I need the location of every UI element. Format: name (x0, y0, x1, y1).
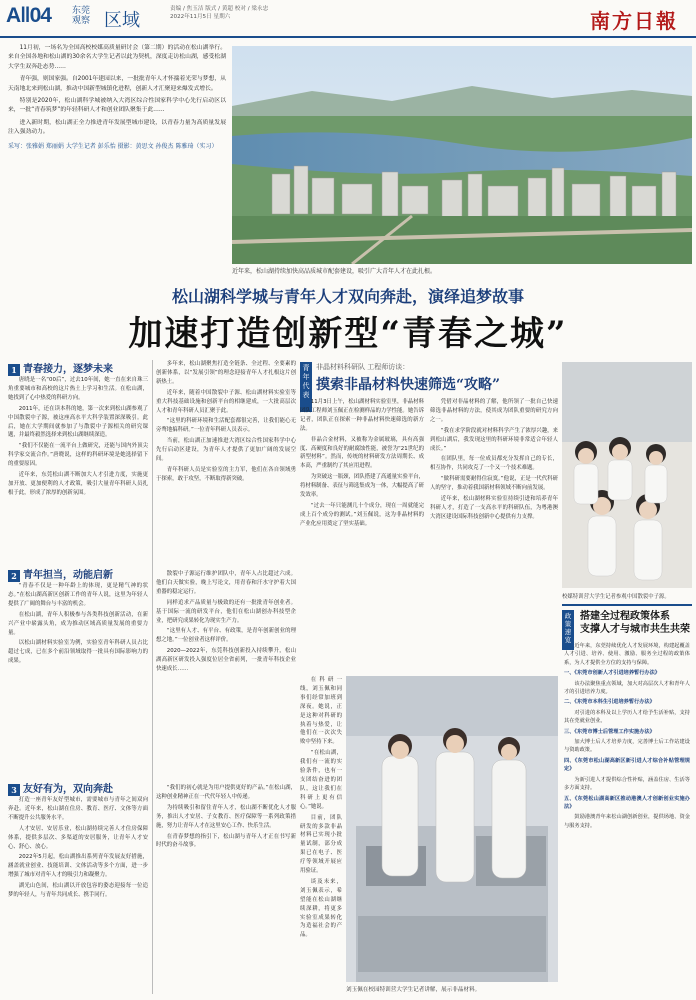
paragraph: “我们的初心就是为用户提供更好的产品。”在松山湖，这种创业精神正在一代代年轻人中传递。 (156, 785, 296, 800)
paragraph: “我们不仅能在一流平台上做研究，还能与国内外顶尖科学家交流合作。”唐晓说，这样的科研环境是她选择留下的重要原因。 (8, 443, 148, 468)
intro-paragraph: 青年强，则国家强。自2001年建园以来，一批批青年人才怀揣着光荣与梦想，从天南地北来到松山湖，推动中国新型城镇化进程，创新人才汇聚迎来爆发式增长。 (8, 76, 226, 92)
sub-kicker: 非晶材料科研队 工程师访谈： (316, 363, 410, 371)
paragraph: 11月3日上午，松山湖材料实验室里，非晶材料团队工程师刘玉佩正在检测样品的力学性能。她告诉记者，团队正在探索一种非晶材料快速筛选的新方法。 (300, 399, 424, 432)
article-column-1 (8, 376, 148, 558)
article-column-1b (8, 582, 148, 772)
section-number: 2 (8, 570, 20, 582)
policy-item-text: 鼓励港澳青年来松山湖创新创业，提供场地、资金与服务支持。 (564, 814, 690, 829)
policy-item-text: 该办法聚焦重点领域，加大对高层次人才和青年人才的引进培养力度。 (564, 680, 690, 696)
policy-item-title: 一、《东莞市创新人才引进培养暂行办法》 (564, 670, 660, 677)
policy-item-title: 五、《东莞松山湖高新区推动港澳人才创新创业实施办法》 (564, 795, 690, 810)
intro-column (8, 44, 226, 151)
aerial-city-photo (232, 46, 692, 264)
article-column-2b (156, 570, 296, 780)
article-column-2 (156, 360, 296, 566)
section-heading-3 (8, 780, 113, 796)
paragraph: “青春不仅是一种年龄上的体现，更是精气神的状态。”在松山湖高新区创新工作的青年人说，这里为年轻人提供了广阔的舞台与丰富的机会。 (8, 583, 148, 607)
paragraph: 近年来，随着中国散裂中子源、松山湖材料实验室等重大科技基础设施和创新平台的相继建成，一大批高层次人才和青年科研人员汇聚于此。 (156, 389, 296, 414)
policy-item-title: 二、《东莞市本科生引进培养暂行办法》 (564, 699, 655, 706)
policy-item-text: 对引进的本科及以上学历人才给予生活补贴，支持其在莞就业创业。 (564, 709, 690, 725)
sidebar-tag: 政策速览 (562, 610, 574, 650)
students-photo-caption: 校媒特训营大学生记者参观中国散裂中子源。 (562, 594, 670, 600)
intro-paragraph: 进入新时期，松山湖正全力推进青年发展型城市建设，以青春力量为高质量发展注入强劲动力。 (8, 119, 226, 136)
section-number: 1 (8, 364, 20, 376)
section-number: 3 (8, 784, 20, 796)
article-column-2c (156, 784, 296, 994)
vertical-tag: 青年代表 (300, 362, 312, 412)
intro-paragraph: 特别是2020年，松山湖科学城被纳入大湾区综合性国家科学中心先行启动区以来，一批“青春筑梦”的年轻科研人才和创业团队聚集于此…… (8, 98, 226, 114)
policy-sidebar (562, 604, 692, 996)
paragraph: 谈及未来，刘玉佩表示，希望能在松山湖继续深耕，将更多实验室成果转化为造福社会的产品。 (300, 878, 342, 939)
policy-item-title: 四、《东莞市松山湖高新区新引进人才综合补贴管理规定》 (564, 757, 690, 773)
sidebar-paragraph: 近年来，东莞持续优化人才发展环境，构建起覆盖人才引进、培养、使用、激励、服务全过程的政策体系，为人才提供全方位的支持与保障。 (564, 643, 690, 666)
newspaper-logo: 南方日報 (590, 9, 678, 33)
paragraph: 为突破这一瓶颈，团队搭建了高通量实验平台，将材料制备、表征与筛选集成为一体，大幅提高了研发效率。 (300, 474, 424, 499)
paragraph: “这里有人才、有平台、有政策，是青年创新创业的理想之地。”一位创业者这样评价。 (156, 628, 296, 644)
paragraph: 2022年5月起，松山湖推出系列青年发展友好措施，涵盖就业创业、技能培训、文体活动等多个方面，进一步增强了城市对青年人才的吸引力和凝聚力。 (8, 854, 148, 879)
kicker-headline: 松山湖科学城与青年人才双向奔赴，演绎追梦故事 (171, 287, 524, 306)
photo-caption: 近年来，松山湖持续加快高品质城市配套建设，吸引广大青年人才在此扎根。 (232, 268, 437, 275)
paragraph: “做科研需要耐得住寂寞。”他说，正是一代代科研人的坚守，推动着我国新材料领域不断向前发展。 (430, 476, 558, 492)
section-label: 区域 (104, 10, 140, 31)
paragraph: 近年来，松山湖材料实验室持续引进和培养青年科研人才，打造了一支高水平的科研队伍，为粤港澳大湾区建设国际科技创新中心提供有力支撑。 (430, 496, 558, 520)
paragraph: 唐晓是一名“00后”，过去10年间，她一直在来自珠三角重要城市和高校的这片热土上学习和生活。在松山湖，她找到了心中热爱的科研方向。 (8, 377, 148, 401)
paragraph: 以松山湖材料实验室为例，实验室青年科研人员占比超过七成，已在多个前沿领域取得一批具有国际影响力的成果。 (8, 640, 148, 665)
paragraph: 在青春梦想的指引下，松山湖与青年人才正在书写新时代的奋斗故事。 (156, 833, 296, 849)
policy-item-text: 加大博士后人才培养力度，完善博士后工作站建设与资助政策。 (564, 739, 690, 754)
paragraph: “这里的科研环境和生活配套都很完善，让我们能心无旁骛地搞科研。”一位青年科研人员表示。 (156, 418, 296, 434)
paragraph: 在团队里，每一位成员都充分发挥自己的专长，相互协作，共同攻克了一个又一个技术难题。 (430, 456, 558, 472)
intro-paragraph: 11月初，一场名为全国高校校媒高质量研讨会（第二期）的活动在松山湖举行。来自全国各地和松山湖的30余名大学生记者以此为契机，深度走访松山湖，感受松湖大学生双奔赴态势…… (8, 45, 226, 70)
column-divider (152, 360, 153, 994)
paragraph: 凭借对非晶材料的了解，他所领了一批自己快速筛选非晶材料的方法，使其成为团队重要的研究方向之一。 (430, 399, 558, 423)
editor-credits: 责编 / 焦玉洁 版式 / 黄超 校对 / 梁永忠 2022年11月5日 星期六 (170, 6, 269, 20)
paragraph: 2020—2022年，东莞科技创新投入持续攀升，松山湖高新区研发投入强度位居全省前列，一批青年科技企业快速成长…… (156, 648, 296, 673)
paragraph: “过去一年只能测几十个成分，现在一周就能完成上百个成分的测试。”刘玉佩说，这为非晶材料的产业化应用奠定了坚实基础。 (300, 502, 424, 527)
paragraph: 散裂中子源运行维护团队中，青年人占比超过六成。他们白天做实验，晚上写论文，用青春和汗水守护着大国重器的稳定运行。 (156, 571, 296, 595)
paragraph: 为持续吸引和留住青年人才，松山湖不断优化人才服务，推出人才安居、子女教育、医疗保障等一系列政策措施，努力让青年人才在这里安心工作、快乐生活。 (156, 804, 296, 829)
sub-headline: 摸索非晶材料快速筛选“攻略” (316, 377, 501, 393)
paragraph: 青年科研人员是实验室的主力军，他们在各自领域勇于探索，敢于攻坚，不断取得新突破。 (156, 466, 296, 482)
article-column-3b (300, 676, 342, 994)
article-column-3 (300, 398, 424, 670)
paragraph: 人才安居、安居乐业，松山湖持续完善人才住房保障体系，提供多层次、多渠道的安居服务，让青年人才安心、舒心、放心。 (8, 825, 148, 850)
section-heading-1 (8, 360, 113, 376)
section-title: 青春接力，逐梦未来 (23, 364, 113, 375)
sidebar-body (564, 642, 690, 996)
paragraph: 在松山湖，青年人积极参与各类科技创新活动，在新兴产业中崭露头角，成为推动区域高质量发展的重要力量。 (8, 611, 148, 636)
paragraph: “在松山湖，我们有一流的实验条件，也有一支团结奋进的团队，这让我们在科研上更有信心。”她说。 (300, 750, 342, 810)
paragraph: 多年来，松山湖聚焦打造全链条、全过程、全要素的创新体系，以“发展引领”的理念迎接青年人才扎根这片创新热土。 (156, 361, 296, 385)
paragraph: 当前，松山湖正加速推进大湾区综合性国家科学中心先行启动区建设，为青年人才提供了更加广阔的发展空间。 (156, 438, 296, 463)
section-small-label: 东莞观察 (72, 6, 91, 26)
paragraph: 打造一座青年友好型城市，需要城市与青年之间双向奔赴。近年来，松山湖在住房、教育、医疗、文体等方面不断提升公共服务水平。 (8, 797, 148, 821)
students-photo (562, 362, 692, 588)
section-title: 青年担当，动能启新 (23, 570, 113, 581)
lab-photo-caption: 刘玉佩在校园特训营大学生记者讲解，展示非晶材料。 (346, 987, 481, 993)
paragraph: 在科研一线，刘玉佩和同事们经常加班到深夜。她说，正是这种对科研的执着与热爱，让他们在一次次失败中坚持下来。 (300, 677, 342, 746)
paragraph: 同样追求产品质量与极致的还有一批批青年创业者。基于国际一流的研发平台，他们在松山湖创办科技型企业，把研究成果转化为现实生产力。 (156, 599, 296, 624)
paragraph: 湖光山色间，松山湖以开放包容的姿态迎接每一位追梦的年轻人，与青年共同成长、携手同行。 (8, 883, 148, 899)
section-title: 友好有为，双向奔赴 (23, 784, 113, 795)
paragraph: 近年来，东莞松山湖不断加大人才引进力度，实施更加开放、更加便利的人才政策，吸引大量青年科研人员扎根于此，形成了浓厚的创新氛围。 (8, 472, 148, 496)
main-headline: 加速打造创新型“青春之城” (128, 314, 568, 354)
sidebar-title: 搭建全过程政策体系 支撑人才与城市共生共荣 (580, 611, 690, 635)
masthead (0, 0, 696, 40)
masthead-rule (0, 36, 696, 38)
paragraph: “我在求学阶段就对材料科学产生了浓厚兴趣，来到松山湖后，我发现这里的科研环境非常适合年轻人成长。” (430, 427, 558, 452)
paragraph: 非晶合金材料，又被称为金属玻璃，具有高强度、高硬度和良好的耐腐蚀性能，被誉为“21世纪的新型材料”。然而，传统的材料研发方法周期长、成本高，严重制约了其应用进程。 (300, 436, 424, 470)
policy-item-text: 为新引进人才提供综合性补贴，涵盖住房、生活等多方面支持。 (564, 776, 690, 792)
lab-photo (346, 676, 558, 982)
section-heading-2 (8, 566, 113, 582)
paragraph: 目前，团队研发的多款非晶材料已实现小批量试制，部分成果已在电子、医疗等领域开展应用验证。 (300, 814, 342, 875)
paragraph: 2011年，还在读本科的她，第一次来到松山湖参观了中国散裂中子源，被这座高水平大科学装置深深吸引。此后，她在大学期间就参加了与散裂中子源相关的研究课题，并最终毅然选择来到松山湖继续深造。 (8, 405, 148, 439)
page-number: A‖04 (6, 4, 51, 27)
byline: 采写：张雅娟 郑丽娟 大学生记者 彭乐怡 摄影：黄思文 孙俊杰 陈雅琦（实习） (8, 142, 218, 150)
article-column-1c (8, 796, 148, 994)
policy-item-title: 三、《东莞市博士后管理工作实施办法》 (564, 728, 655, 735)
article-column-4 (430, 398, 558, 670)
